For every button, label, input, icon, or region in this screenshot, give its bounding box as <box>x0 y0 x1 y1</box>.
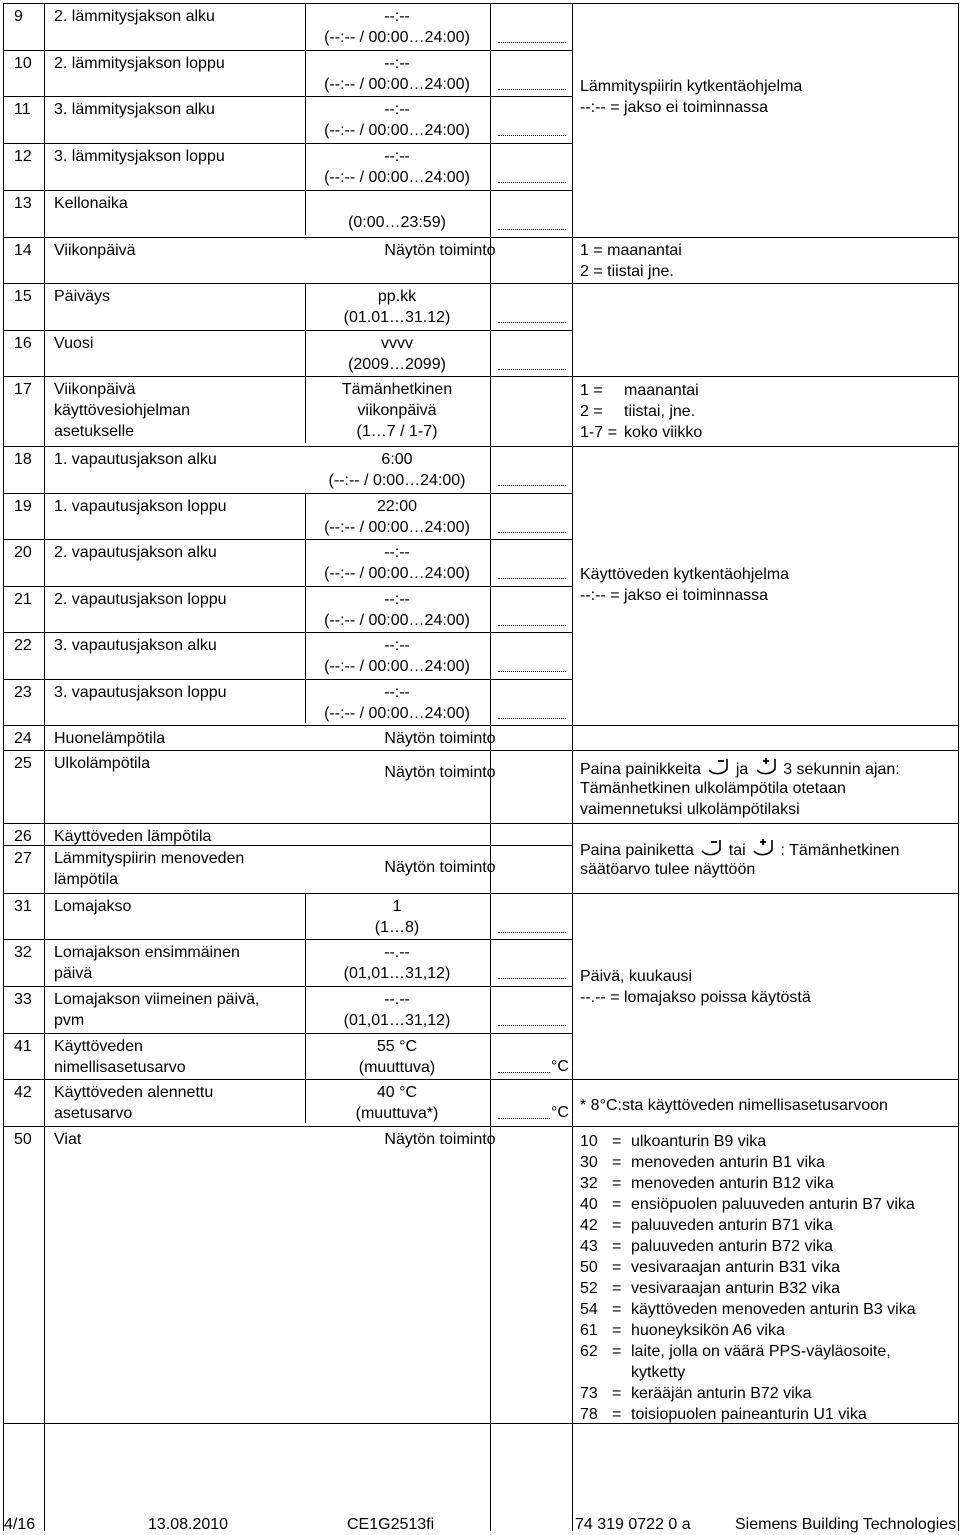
table-horizontal-rule <box>3 143 572 144</box>
parameter-value: 40 °C <box>376 1084 418 1101</box>
footer-date: 13.08.2010 <box>148 1516 229 1533</box>
parameter-value: Näytön toiminto <box>384 730 496 747</box>
row-number: 23 <box>14 684 32 701</box>
entry-field[interactable] <box>498 182 566 183</box>
unit-label: °C <box>551 1058 569 1075</box>
table-horizontal-rule <box>3 586 572 587</box>
entry-field[interactable] <box>498 1025 566 1026</box>
parameter-value: (--:-- / 00:00…24:00) <box>324 29 470 46</box>
fault-equals: = <box>612 1259 622 1276</box>
note-text: tai <box>724 842 751 860</box>
table-horizontal-rule <box>3 330 572 331</box>
fault-code: 32 <box>580 1175 598 1192</box>
table-horizontal-rule <box>3 750 958 751</box>
row-number: 11 <box>14 101 31 118</box>
note-text: : Tämänhetkinen <box>776 842 900 860</box>
note-weekday: 2 = tiistai jne. <box>580 263 674 280</box>
entry-field[interactable] <box>498 1072 550 1073</box>
note-dhw-weekday-text: tiistai, jne. <box>624 403 696 420</box>
fault-code: 54 <box>580 1301 598 1318</box>
row-number: 20 <box>14 544 32 561</box>
note-reduced-setpoint: * 8°C:sta käyttöveden nimellisasetusarvoon <box>580 1097 888 1114</box>
parameter-name: Lomajakson ensimmäinen <box>54 944 240 961</box>
row-number: 15 <box>14 288 32 305</box>
fault-code: 40 <box>580 1196 598 1213</box>
parameter-name: Viikonpäivä <box>54 381 136 398</box>
entry-field[interactable] <box>498 932 566 933</box>
parameter-value: (0:00…23:59) <box>348 214 446 231</box>
parameter-value: Näytön toiminto <box>384 242 496 259</box>
parameter-name: Päiväys <box>54 288 111 305</box>
entry-field[interactable] <box>498 718 566 719</box>
fault-description: huoneyksikön A6 vika <box>631 1322 785 1339</box>
note-outdoor-reset: Tämänhetkinen ulkolämpötila otetaan <box>580 780 846 797</box>
fault-code: 42 <box>580 1217 598 1234</box>
parameter-value: (--:-- / 00:00…24:00) <box>324 565 470 582</box>
parameter-name: 3. vapautusjakson loppu <box>54 684 227 701</box>
parameter-value: 1 <box>392 898 402 915</box>
parameter-name: Lomajakson viimeinen päivä, <box>54 991 260 1008</box>
parameter-value: (01.01…31.12) <box>343 309 451 326</box>
parameter-value: (--:-- / 00:00…24:00) <box>324 76 470 93</box>
parameter-value: (1…8) <box>374 919 420 936</box>
row-number: 19 <box>14 498 32 515</box>
parameter-name: asetukselle <box>54 423 135 440</box>
parameter-name: 3. lämmitysjakson loppu <box>54 148 225 165</box>
footer-company: Siemens Building Technologies <box>735 1516 957 1533</box>
fault-equals: = <box>612 1280 622 1297</box>
entry-field[interactable] <box>498 485 566 486</box>
entry-field[interactable] <box>498 322 566 323</box>
fault-code: 52 <box>580 1280 598 1297</box>
row-number: 27 <box>14 850 32 867</box>
table-horizontal-rule <box>3 1079 958 1080</box>
parameter-value: --:-- <box>384 591 410 608</box>
note-holiday: Päivä, kuukausi <box>580 968 693 985</box>
fault-equals: = <box>612 1385 622 1402</box>
fault-code: 78 <box>580 1406 598 1423</box>
parameter-name: päivä <box>54 965 93 982</box>
fault-description: kerääjän anturin B72 vika <box>631 1385 812 1402</box>
parameter-value: (--:-- / 00:00…24:00) <box>324 169 470 186</box>
table-horizontal-rule <box>3 446 958 447</box>
parameter-name: 1. vapautusjakson loppu <box>54 498 227 515</box>
parameter-value: --:-- <box>384 637 410 654</box>
parameter-name: Kellonaika <box>54 195 128 212</box>
row-number: 9 <box>14 8 23 25</box>
fault-equals: = <box>612 1343 622 1360</box>
entry-field[interactable] <box>498 229 566 230</box>
entry-field[interactable] <box>498 625 566 626</box>
entry-field[interactable] <box>498 671 566 672</box>
parameter-value: (--:-- / 00:00…24:00) <box>324 519 470 536</box>
row-number: 32 <box>14 944 32 961</box>
fault-equals: = <box>612 1301 622 1318</box>
footer-code: 74 319 0722 0 a <box>575 1516 691 1533</box>
parameter-name: nimellisasetusarvo <box>54 1059 186 1076</box>
table-horizontal-rule <box>3 3 958 4</box>
parameter-name: Lämmityspiirin menoveden <box>54 850 245 867</box>
footer-document: CE1G2513fi <box>347 1516 435 1533</box>
entry-field[interactable] <box>498 1118 550 1119</box>
parameter-name: Viikonpäivä <box>54 242 136 259</box>
fault-description: käyttöveden menoveden anturin B3 vika <box>631 1301 916 1318</box>
parameter-name: lämpötila <box>54 871 119 888</box>
row-number: 42 <box>14 1084 32 1101</box>
table-horizontal-rule <box>3 1126 958 1127</box>
table-horizontal-rule <box>3 539 572 540</box>
parameter-value: (muuttuva) <box>358 1059 436 1076</box>
entry-field[interactable] <box>498 135 566 136</box>
row-number: 31 <box>14 898 32 915</box>
table-horizontal-rule <box>3 725 958 726</box>
fault-description: paluuveden anturin B72 vika <box>631 1238 833 1255</box>
fault-equals: = <box>612 1196 622 1213</box>
row-number: 17 <box>14 381 32 398</box>
table-horizontal-rule <box>3 893 958 894</box>
row-number: 21 <box>14 591 32 608</box>
table-vertical-rule <box>3 3 4 1531</box>
fault-code: 62 <box>580 1343 598 1360</box>
parameter-value: --:-- <box>384 101 410 118</box>
fault-description: toisiopuolen paineanturin U1 vika <box>631 1406 867 1423</box>
note-text: Paina painikkeita <box>580 761 706 779</box>
table-horizontal-rule <box>3 376 958 377</box>
table-horizontal-rule <box>3 986 572 987</box>
table-horizontal-rule <box>3 96 572 97</box>
row-number: 50 <box>14 1131 32 1148</box>
parameter-name: 2. lämmitysjakson alku <box>54 8 215 25</box>
fault-description: ensiöpuolen paluuveden anturin B7 vika <box>631 1196 915 1213</box>
parameter-name: pvm <box>54 1012 85 1029</box>
parameter-value: 22:00 <box>376 498 418 515</box>
fault-equals: = <box>612 1322 622 1339</box>
fault-code: 30 <box>580 1154 598 1171</box>
note-setpoint: säätöarvo tulee näyttöön <box>580 861 756 878</box>
parameter-name: Vuosi <box>54 335 94 352</box>
note-heating-program: Lämmityspiirin kytkentäohjelma <box>580 78 803 95</box>
note-text: ja <box>731 761 753 779</box>
table-horizontal-rule <box>3 283 958 284</box>
parameter-name: Käyttöveden lämpötila <box>54 828 212 845</box>
table-vertical-rule <box>44 3 45 1531</box>
note-dhw-weekday-key: 1-7 = <box>580 424 617 441</box>
parameter-value: (2009…2099) <box>348 356 446 373</box>
parameter-name: Huonelämpötila <box>54 730 166 747</box>
fault-description: laite, jolla on väärä PPS-väyläosoite, <box>631 1343 891 1360</box>
plus-button-icon <box>752 838 774 864</box>
fault-code: 43 <box>580 1238 598 1255</box>
parameter-name: asetusarvo <box>54 1105 133 1122</box>
row-number: 12 <box>14 148 32 165</box>
parameter-value: (--:-- / 00:00…24:00) <box>324 658 470 675</box>
entry-field[interactable] <box>498 369 566 370</box>
row-number: 16 <box>14 335 32 352</box>
fault-equals: = <box>612 1406 622 1423</box>
fault-equals: = <box>612 1154 622 1171</box>
table-horizontal-rule <box>3 190 572 191</box>
table-horizontal-rule <box>3 823 958 824</box>
note-weekday: 1 = maanantai <box>580 242 682 259</box>
fault-description: menoveden anturin B1 vika <box>631 1154 825 1171</box>
parameter-value: Näytön toiminto <box>384 1131 496 1148</box>
parameter-name: Käyttöveden <box>54 1038 143 1055</box>
parameter-value: --:-- <box>384 55 410 72</box>
fault-equals: = <box>612 1217 622 1234</box>
parameter-value: vvvv <box>381 335 413 352</box>
parameter-name: 2. vapautusjakson alku <box>54 544 217 561</box>
row-number: 10 <box>14 55 32 72</box>
parameter-value: Tämänhetkinen <box>341 381 453 398</box>
parameter-value: (--:-- / 0:00…24:00) <box>328 472 466 489</box>
parameter-value: (--:-- / 00:00…24:00) <box>324 705 470 722</box>
parameter-value: Näytön toiminto <box>384 859 496 876</box>
entry-field[interactable] <box>498 978 566 979</box>
entry-field[interactable] <box>498 42 566 43</box>
fault-code: 50 <box>580 1259 598 1276</box>
fault-code: 73 <box>580 1385 598 1402</box>
note-dhw-weekday-text: koko viikko <box>624 424 703 441</box>
fault-description: kytketty <box>631 1364 686 1381</box>
parameter-value: viikonpäivä <box>357 402 437 419</box>
note-heating-program: --:-- = jakso ei toiminnassa <box>580 99 769 116</box>
fault-equals: = <box>612 1175 622 1192</box>
entry-field[interactable] <box>498 89 566 90</box>
parameter-value: pp.kk <box>377 288 417 305</box>
parameter-name: 3. vapautusjakson alku <box>54 637 217 654</box>
parameter-value: --:-- <box>384 148 410 165</box>
note-outdoor-reset: vaimennetuksi ulkolämpötilaksi <box>580 801 800 818</box>
fault-description: vesivaraajan anturin B32 vika <box>631 1280 841 1297</box>
parameter-value: (muuttuva*) <box>355 1105 439 1122</box>
parameter-value: (--:-- / 00:00…24:00) <box>324 122 470 139</box>
note-dhw-weekday-key: 2 = <box>580 403 603 420</box>
parameter-value: (1…7 / 1-7) <box>356 423 438 440</box>
parameter-value: --:-- <box>384 684 410 701</box>
parameter-value: --.-- <box>384 991 410 1008</box>
row-number: 13 <box>14 195 32 212</box>
entry-field[interactable] <box>498 532 566 533</box>
fault-description: paluuveden anturin B71 vika <box>631 1217 833 1234</box>
fault-description: ulkoanturin B9 vika <box>631 1133 767 1150</box>
table-vertical-rule <box>958 3 959 1531</box>
fault-description: menoveden anturin B12 vika <box>631 1175 834 1192</box>
row-number: 14 <box>14 242 32 259</box>
fault-description: vesivaraajan anturin B31 vika <box>631 1259 841 1276</box>
table-horizontal-rule <box>3 1033 572 1034</box>
unit-label: °C <box>551 1104 569 1121</box>
fault-code: 10 <box>580 1133 598 1150</box>
table-horizontal-rule <box>3 939 572 940</box>
parameter-name: 3. lämmitysjakson alku <box>54 101 215 118</box>
parameter-name: Käyttöveden alennettu <box>54 1084 214 1101</box>
footer-page: 4/16 <box>4 1516 36 1533</box>
parameter-value: (01,01…31,12) <box>343 965 451 982</box>
table-horizontal-rule <box>3 50 572 51</box>
parameter-name: 2. lämmitysjakson loppu <box>54 55 225 72</box>
fault-code: 61 <box>580 1322 598 1339</box>
table-horizontal-rule <box>3 237 958 238</box>
parameter-value: --.-- <box>384 944 410 961</box>
row-number: 33 <box>14 991 32 1008</box>
parameter-name: Ulkolämpötila <box>54 755 151 772</box>
parameter-value: Näytön toiminto <box>384 764 496 781</box>
note-dhw-program: Käyttöveden kytkentäohjelma <box>580 566 790 583</box>
note-text: 3 sekunnin ajan: <box>778 761 900 779</box>
parameter-value: (--:-- / 00:00…24:00) <box>324 612 470 629</box>
fault-equals: = <box>612 1238 622 1255</box>
parameter-value: 6:00 <box>381 451 413 468</box>
entry-field[interactable] <box>498 578 566 579</box>
fault-equals: = <box>612 1133 622 1150</box>
parameter-value: --:-- <box>384 8 410 25</box>
parameter-value: 55 °C <box>376 1038 418 1055</box>
row-number: 24 <box>14 730 32 747</box>
row-number: 26 <box>14 828 32 845</box>
row-number: 25 <box>14 755 32 772</box>
note-dhw-weekday-text: maanantai <box>624 382 699 399</box>
table-horizontal-rule <box>3 632 572 633</box>
note-holiday: --.-- = lomajakso poissa käytöstä <box>580 989 811 1006</box>
row-number: 41 <box>14 1038 32 1055</box>
note-dhw-program: --:-- = jakso ei toiminnassa <box>580 587 769 604</box>
table-horizontal-rule <box>3 679 572 680</box>
note-dhw-weekday-key: 1 = <box>580 382 603 399</box>
parameter-name: 1. vapautusjakson alku <box>54 451 217 468</box>
parameter-name: Viat <box>54 1131 82 1148</box>
parameter-name: käyttövesiohjelman <box>54 402 191 419</box>
parameter-value: (01,01…31,12) <box>343 1012 451 1029</box>
row-number: 22 <box>14 637 32 654</box>
row-number: 18 <box>14 451 32 468</box>
table-horizontal-rule <box>3 493 572 494</box>
parameter-name: Lomajakso <box>54 898 132 915</box>
parameter-name: 2. vapautusjakson loppu <box>54 591 227 608</box>
parameter-value: --:-- <box>384 544 410 561</box>
note-text: Paina painiketta <box>580 842 699 860</box>
